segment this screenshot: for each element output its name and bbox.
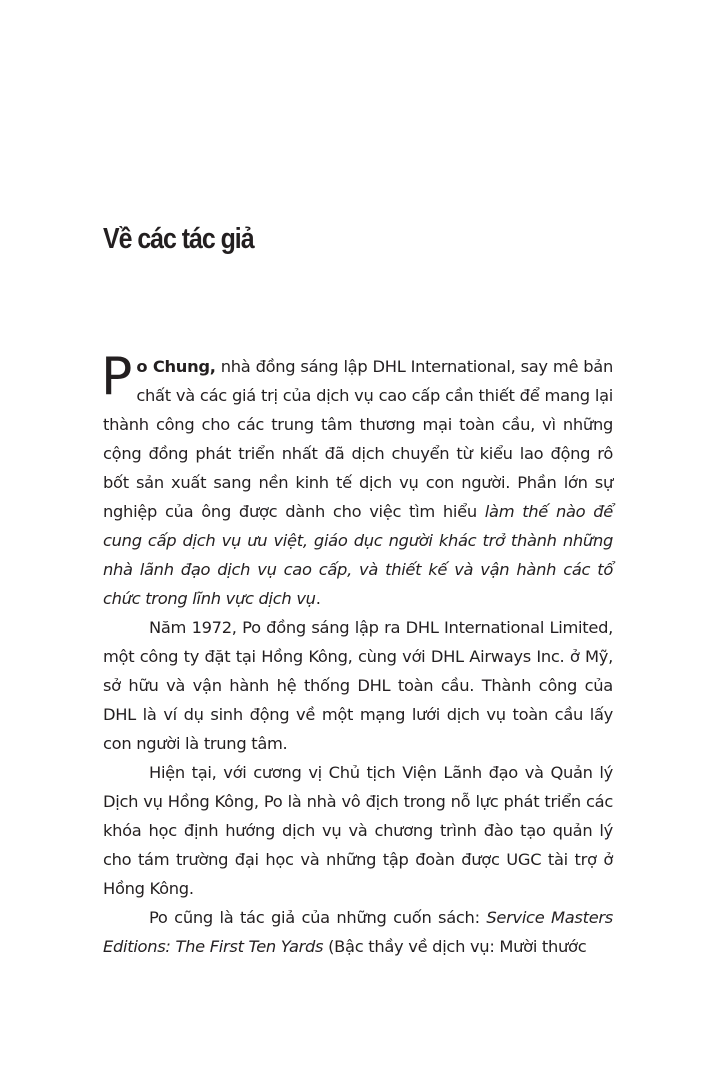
paragraph-bio-intro xyxy=(101,347,614,613)
drop-cap: P xyxy=(101,347,133,407)
italic-phrase: làm thế nào để cung cấp dịch vụ ưu việt, giáo dục người khác trở thành những nhà lãnh đạo dịch vụ cao cấp, và thiết kế và vận hành các tổ chức trong lĩnh vực dịch vụ xyxy=(103,502,614,608)
body-text xyxy=(101,347,614,961)
page-heading: Về các tác giả xyxy=(103,223,254,255)
paragraph-books xyxy=(103,903,613,961)
paragraph-text: Po cũng là tác giả của những cuốn sách: xyxy=(149,908,487,927)
paragraph-current-role: Hiện tại, với cương vị Chủ tịch Viện Lãnh đạo và Quản lý Dịch vụ Hồng Kông, Po là nhà vô địch trong nỗ lực phát triển các khóa học định hướng dịch vụ và chương trình đào tạo quản lý cho tám trường đại học và những tập đoàn được UGC tài trợ ở Hồng Kông. xyxy=(103,763,613,898)
book-title: Service Masters Editions: The First Ten Yards xyxy=(103,908,613,956)
paragraph-dhl-founding: Năm 1972, Po đồng sáng lập ra DHL International Limited, một công ty đặt tại Hồng Kông, cùng với DHL Airways Inc. ở Mỹ, sở hữu và vận hành hệ thống DHL toàn cầu. Thành công của DHL là ví dụ sinh động về một mạng lưới dịch vụ toàn cầu lấy con người là trung tâm. xyxy=(103,618,613,753)
paragraph-text: nhà đồng sáng lập DHL International, say mê bản chất và các giá trị của dịch vụ cao cấp cần thiết để mang lại thành công cho các trung tâm thương mại toàn cầu, vì những cộng đồng phát triển nhất đã dịch chuyển từ kiểu lao động rô bốt sản xuất sang nền kinh tế dịch vụ con người. Phần lớn sự nghiệp của ông được dành cho việc tìm hiểu xyxy=(103,357,614,521)
paragraph-end: . xyxy=(315,589,321,608)
paragraph-end: (Bậc thầy về dịch vụ: Mười thước xyxy=(323,937,587,956)
author-name: o Chung, xyxy=(136,357,216,376)
